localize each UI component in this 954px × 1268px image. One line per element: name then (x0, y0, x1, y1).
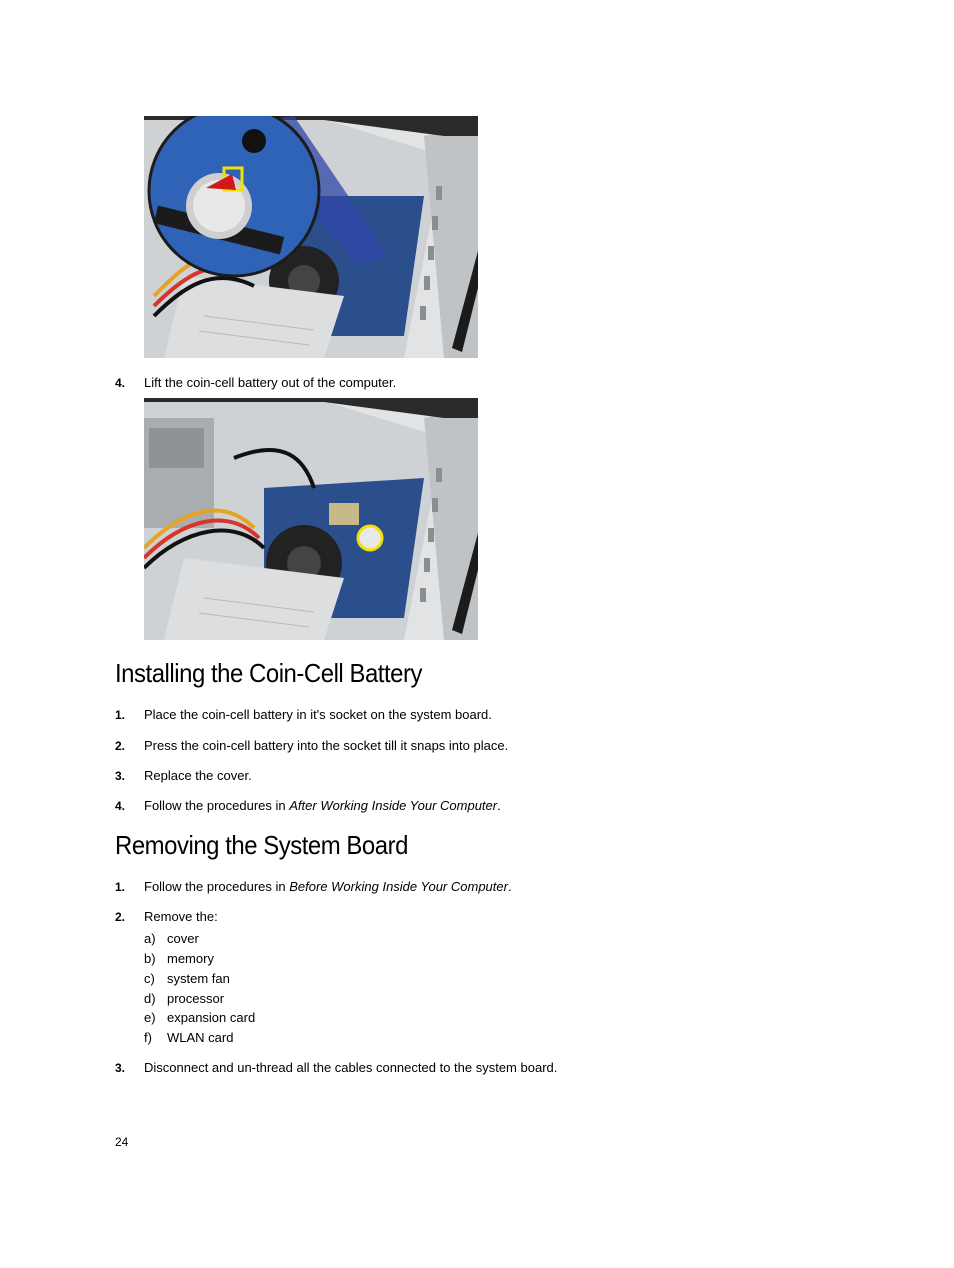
step-number: 4. (115, 799, 126, 813)
sublist-letter: b) (144, 951, 156, 966)
sublist-text: system fan (167, 971, 230, 986)
step-text (144, 798, 501, 814)
section-title-installing: Installing the Coin-Cell Battery (115, 658, 423, 688)
sublist-text: WLAN card (167, 1030, 234, 1045)
step-number: 2. (115, 739, 126, 753)
step-text-pre: Follow the procedures in (144, 879, 290, 894)
step-text: Disconnect and un-thread all the cables connected to the system board. (144, 1060, 558, 1075)
step-number: 3. (115, 769, 126, 783)
step-text (144, 879, 512, 895)
step-number: 2. (115, 910, 126, 924)
photo-battery-release (144, 116, 478, 358)
step-number: 1. (115, 880, 126, 894)
photo-battery-removed (144, 398, 478, 640)
sublist-letter: a) (144, 931, 156, 946)
cross-reference-link[interactable]: After Working Inside Your Computer (289, 798, 498, 813)
step-text: Remove the: (144, 909, 218, 924)
step-text: Place the coin-cell battery in it's socket on the system board. (144, 707, 492, 722)
step-text: Lift the coin-cell battery out of the computer. (144, 375, 397, 390)
step-text: Replace the cover. (144, 768, 252, 783)
sublist-letter: c) (144, 971, 155, 986)
page-number: 24 (115, 1135, 129, 1149)
step-text-post: . (507, 879, 512, 894)
step-number: 3. (115, 1061, 126, 1075)
sublist-letter: f) (144, 1030, 152, 1045)
sublist-text: expansion card (167, 1010, 256, 1025)
sublist-letter: e) (144, 1010, 156, 1025)
step-text: Press the coin-cell battery into the socket till it snaps into place. (144, 738, 509, 753)
sublist-text: memory (167, 951, 214, 966)
cross-reference-link[interactable]: Before Working Inside Your Computer (289, 879, 508, 894)
step-text-pre: Follow the procedures in (144, 798, 290, 813)
sublist-text: processor (167, 991, 225, 1006)
step-text-post: . (497, 798, 501, 813)
sublist-letter: d) (144, 991, 156, 1006)
section-title-removing: Removing the System Board (115, 830, 408, 860)
sublist-text: cover (167, 931, 199, 946)
step-number: 4. (115, 376, 126, 390)
step-number: 1. (115, 708, 126, 722)
